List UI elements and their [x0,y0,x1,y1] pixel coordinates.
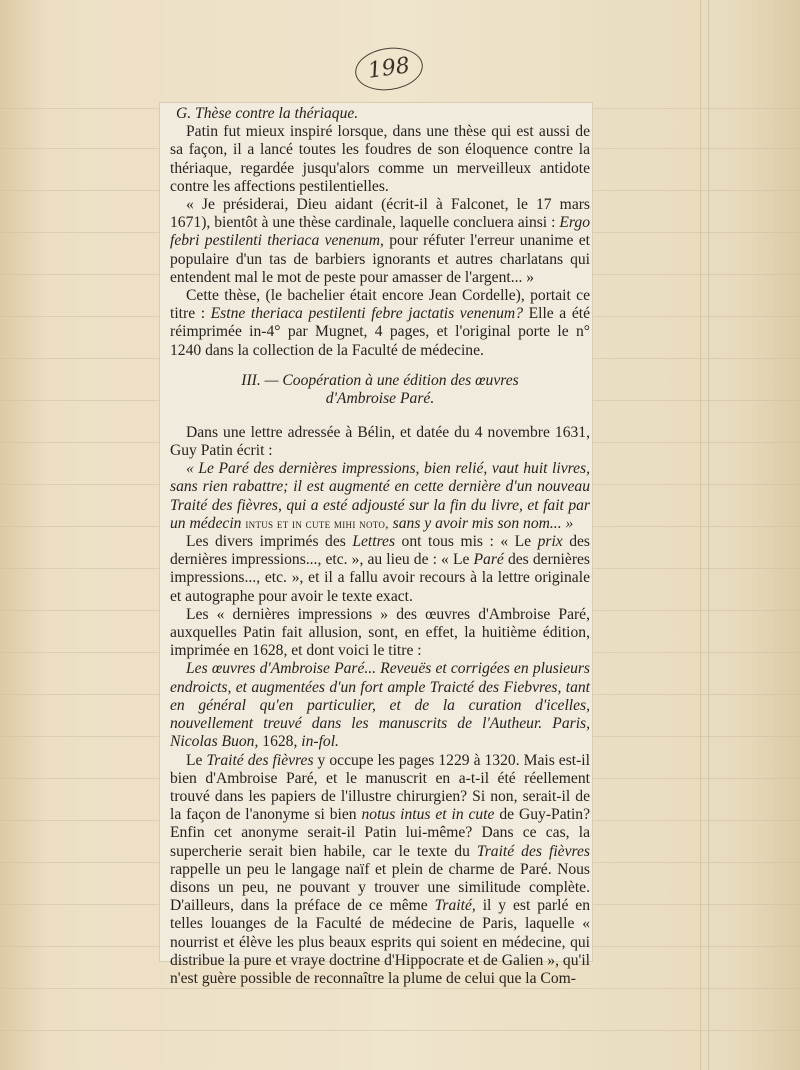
section-iii-paragraph-3: Les divers imprimés des Lettres ont tous mis : « Le prix des dernières impressions..., etc. », au lieu de : « Le Paré des dernières impressions..., etc. », et il a fallu avoir recours à la lettre originale et autographe pour avoir le texte exact. [170,533,590,605]
printed-clipping [160,103,592,987]
margin-rule [700,0,701,1070]
section-g-paragraph-3: Cette thèse, (le bachelier était encore Jean Cordelle), portait ce titre : Estne theriaca pestilenti febre jactatis venenum? Elle a été réimprimée in-4° par Mugnet, 4 pages, et l'original porte le n° 1240 dans la collection de la Faculté de médecine. [170,287,590,359]
section-iii-paragraph-1: Dans une lettre adressée à Bélin, et datée du 4 novembre 1631, Guy Patin écrit : [170,423,590,460]
section-g-paragraph-2: « Je présiderai, Dieu aidant (écrit-il à Falconet, le 17 mars 1671), bientôt à une thèse cardinale, laquelle concluera ainsi : Ergo febri pestilenti theriaca venenum, pour réfuter l'erreur unanime et populaire d'un tas de barbiers ignorants et autres charlatans qui entendent mal le mot de peste pour amasser de l'argent... » [170,196,590,286]
margin-rule [708,0,709,1070]
section-iii-quote: « Le Paré des dernières impressions, bien relié, vaut huit livres, sans rien rabattre; il est augmenté en cette dernière d'un nouveau Traité des fièvres, qui a esté adjousté sur la fin du livre, et fait par un médecin intus et in cute mihi noto, sans y avoir mis son nom... » [170,460,590,532]
handwritten-folio-number: 198 [352,43,425,94]
section-iii-book-title: Les œuvres d'Ambroise Paré... Reveuës et corrigées en plusieurs endroicts, et augmentées d'un fort ample Traicté des Fiebvres, tant en général qu'en particulier, et de la curation d'icelles, nouvellement treuvé dans les manuscrits de l'Autheur. Paris, Nicolas Buon, 1628, in-fol. [170,660,590,751]
section-iii-heading: III. — Coopération à une édition des œuvres d'Ambroise Paré. [241,371,519,407]
section-iii-paragraph-6: Le Traité des fièvres y occupe les pages 1229 à 1320. Mais est-il bien d'Ambroise Paré, et le manuscrit en a-t-il été réellement trouvé dans les papiers de l'illustre chirurgien? Si non, serait-il de la façon de l'anonyme si bien notus intus et in cute de Guy-Patin? Enfin cet anonyme serait-il Patin lui-même? Dans ce cas, la supercherie serait bien habile, car le texte du Traité des fièvres rappelle un peu le langage naïf et plein de charme de Paré. Nous disons un peu, ne pouvant y trouver une similitude complète. D'ailleurs, dans la préface de ce même Traité, il y est parlé en telles louanges de la Faculté de médecine de Paris, laquelle « nourrist et élève les plus beaux esprits qui soient en médecine, qui distribue la pure et vraye doctrine d'Hippocrate et de Galien », qu'il n'est guère possible de reconnaître la plume de celui que la Com- [170,751,590,987]
section-iii-paragraph-4: Les « dernières impressions » des œuvres d'Ambroise Paré, auxquelles Patin fait allusion, sont, en effet, la huitième édition, imprimée en 1628, et dont voici le titre : [170,605,590,660]
clipping-text [170,105,590,988]
section-g-paragraph-1: Patin fut mieux inspiré lorsque, dans une thèse qui est aussi de sa façon, il a lancé toutes les foudres de son éloquence contre la thériaque, regardée jusqu'alors comme un merveilleux antidote contre les affections pestilentielles. [170,123,590,195]
section-g-heading: G. Thèse contre la thériaque. [176,105,359,122]
